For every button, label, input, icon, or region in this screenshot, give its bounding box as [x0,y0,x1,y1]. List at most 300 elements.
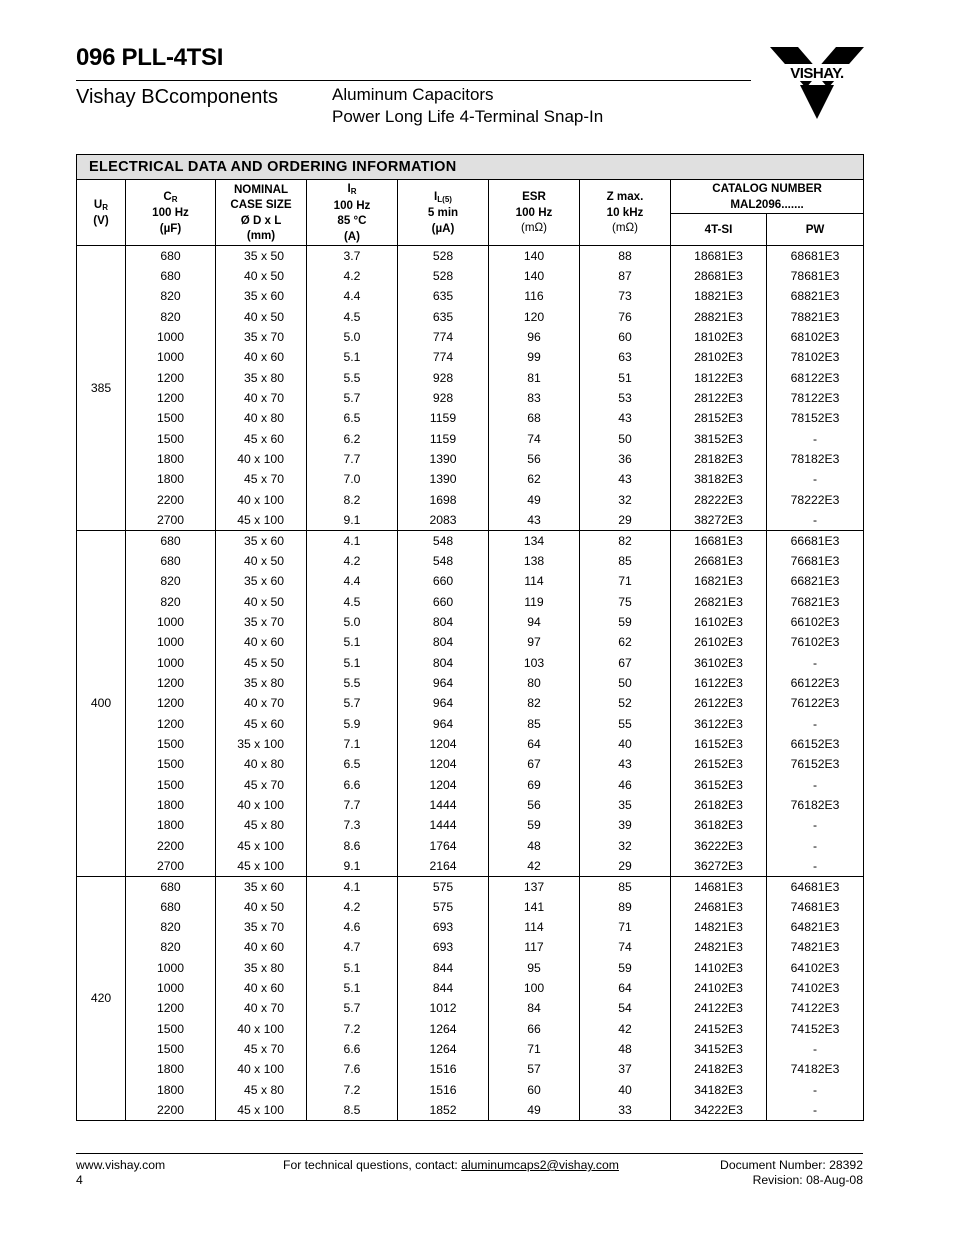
cell-il: 804 [398,652,489,672]
cell-cr: 820 [126,571,216,591]
cell-z: 32 [580,490,671,510]
cell-catalog-pw: 74182E3 [767,1059,864,1079]
cell-esr: 56 [489,795,580,815]
table-row [77,652,864,672]
cell-ir: 7.3 [307,815,398,835]
cell-z: 53 [580,388,671,408]
cell-ur: 420 [77,876,126,1120]
cell-catalog-4t-si: 38152E3 [671,429,767,449]
cell-esr: 141 [489,897,580,917]
table-row [77,856,864,876]
cell-il: 1390 [398,449,489,469]
cell-cr: 680 [126,551,216,571]
col-header-4t-si: 4T-SI [671,214,767,246]
cell-esr: 56 [489,449,580,469]
table-row [77,774,864,794]
table-row [77,266,864,286]
cell-ur: 400 [77,530,126,876]
cell-il: 1698 [398,490,489,510]
table-row [77,530,864,550]
col-header-il: IL(5) 5 min (µA) [398,180,489,246]
cell-cr: 1500 [126,408,216,428]
cell-catalog-4t-si: 16102E3 [671,612,767,632]
cell-esr: 100 [489,978,580,998]
cell-case-size: 45 x 60 [216,713,307,733]
subtitle-line-1: Aluminum Capacitors [332,85,494,104]
cell-case-size: 35 x 60 [216,286,307,306]
col-header-z: Z max. 10 kHz (mΩ) [580,180,671,246]
cell-ir: 5.1 [307,958,398,978]
table-row [77,917,864,937]
cell-catalog-pw: - [767,429,864,449]
cell-il: 1444 [398,815,489,835]
cell-il: 2083 [398,510,489,530]
cell-catalog-pw: 74102E3 [767,978,864,998]
cell-esr: 84 [489,998,580,1018]
cell-cr: 680 [126,266,216,286]
table-row [77,449,864,469]
cell-ir: 7.2 [307,1019,398,1039]
cell-case-size: 45 x 100 [216,856,307,876]
header-divider [76,80,751,81]
cell-case-size: 35 x 80 [216,958,307,978]
cell-ir: 4.7 [307,937,398,957]
cell-il: 774 [398,347,489,367]
table-row [77,998,864,1018]
cell-ir: 5.1 [307,652,398,672]
cell-il: 1204 [398,774,489,794]
cell-cr: 1200 [126,368,216,388]
cell-catalog-4t-si: 36222E3 [671,835,767,855]
cell-il: 1264 [398,1039,489,1059]
cell-il: 548 [398,530,489,550]
cell-case-size: 35 x 80 [216,368,307,388]
table-row [77,429,864,449]
cell-catalog-pw: 66122E3 [767,673,864,693]
cell-cr: 1800 [126,815,216,835]
cell-il: 1159 [398,429,489,449]
cell-case-size: 45 x 70 [216,469,307,489]
cell-il: 1204 [398,734,489,754]
cell-il: 1516 [398,1059,489,1079]
cell-catalog-4t-si: 28102E3 [671,347,767,367]
cell-cr: 1000 [126,347,216,367]
cell-il: 1012 [398,998,489,1018]
cell-z: 85 [580,876,671,896]
cell-il: 635 [398,286,489,306]
cell-z: 43 [580,754,671,774]
cell-catalog-pw: - [767,713,864,733]
cell-catalog-4t-si: 26821E3 [671,591,767,611]
footer-contact-email[interactable]: aluminumcaps2@vishay.com [461,1158,619,1172]
table-row [77,835,864,855]
cell-cr: 820 [126,286,216,306]
cell-ir: 8.6 [307,835,398,855]
cell-il: 844 [398,958,489,978]
cell-ir: 9.1 [307,856,398,876]
col-header-ir: IR 100 Hz 85 °C (A) [307,180,398,246]
table-row [77,408,864,428]
cell-case-size: 40 x 70 [216,388,307,408]
cell-catalog-4t-si: 26122E3 [671,693,767,713]
cell-z: 85 [580,551,671,571]
cell-case-size: 35 x 70 [216,327,307,347]
cell-catalog-pw: - [767,652,864,672]
cell-z: 40 [580,1080,671,1100]
table-row [77,551,864,571]
cell-catalog-pw: - [767,1080,864,1100]
cell-catalog-pw: 78152E3 [767,408,864,428]
cell-esr: 140 [489,246,580,266]
cell-z: 62 [580,632,671,652]
cell-catalog-4t-si: 36152E3 [671,774,767,794]
cell-esr: 97 [489,632,580,652]
cell-esr: 48 [489,835,580,855]
cell-catalog-4t-si: 24182E3 [671,1059,767,1079]
cell-esr: 69 [489,774,580,794]
cell-ir: 5.7 [307,998,398,1018]
cell-esr: 49 [489,490,580,510]
cell-il: 1390 [398,469,489,489]
cell-catalog-4t-si: 28821E3 [671,307,767,327]
cell-catalog-4t-si: 38182E3 [671,469,767,489]
footer-contact [283,1158,619,1173]
col-header-esr: ESR 100 Hz (mΩ) [489,180,580,246]
cell-ir: 6.5 [307,408,398,428]
cell-z: 35 [580,795,671,815]
cell-z: 48 [580,1039,671,1059]
cell-esr: 60 [489,1080,580,1100]
cell-esr: 80 [489,673,580,693]
cell-case-size: 40 x 80 [216,754,307,774]
table-row [77,368,864,388]
cell-case-size: 45 x 100 [216,835,307,855]
cell-esr: 117 [489,937,580,957]
cell-il: 635 [398,307,489,327]
cell-il: 928 [398,368,489,388]
cell-catalog-4t-si: 36182E3 [671,815,767,835]
cell-esr: 68 [489,408,580,428]
cell-z: 42 [580,1019,671,1039]
cell-esr: 66 [489,1019,580,1039]
table-row [77,591,864,611]
cell-ir: 4.4 [307,286,398,306]
cell-ir: 5.1 [307,632,398,652]
cell-esr: 137 [489,876,580,896]
cell-cr: 1800 [126,1059,216,1079]
cell-ir: 4.1 [307,876,398,896]
table-row [77,754,864,774]
subtitle-line-2: Power Long Life 4-Terminal Snap-In [332,107,604,126]
cell-ir: 6.6 [307,1039,398,1059]
cell-il: 1204 [398,754,489,774]
cell-il: 1764 [398,835,489,855]
cell-z: 37 [580,1059,671,1079]
cell-catalog-4t-si: 18122E3 [671,368,767,388]
cell-ir: 7.0 [307,469,398,489]
cell-catalog-4t-si: 34182E3 [671,1080,767,1100]
cell-case-size: 40 x 50 [216,307,307,327]
cell-ir: 4.2 [307,266,398,286]
table-body [77,246,864,1121]
cell-catalog-4t-si: 18102E3 [671,327,767,347]
cell-z: 39 [580,815,671,835]
cell-catalog-pw: 66821E3 [767,571,864,591]
table-row [77,510,864,530]
cell-cr: 680 [126,530,216,550]
cell-il: 964 [398,713,489,733]
footer-right [720,1158,863,1188]
cell-catalog-pw: 64681E3 [767,876,864,896]
table-row [77,713,864,733]
cell-il: 548 [398,551,489,571]
cell-catalog-4t-si: 24821E3 [671,937,767,957]
cell-z: 89 [580,897,671,917]
cell-catalog-pw: 78821E3 [767,307,864,327]
cell-cr: 2700 [126,856,216,876]
table-row [77,347,864,367]
cell-case-size: 35 x 80 [216,673,307,693]
cell-case-size: 45 x 80 [216,815,307,835]
cell-case-size: 35 x 60 [216,571,307,591]
cell-z: 88 [580,246,671,266]
table-row [77,897,864,917]
cell-ir: 4.4 [307,571,398,591]
cell-catalog-pw: 78182E3 [767,449,864,469]
cell-esr: 71 [489,1039,580,1059]
cell-z: 36 [580,449,671,469]
cell-ir: 8.5 [307,1100,398,1120]
cell-cr: 1000 [126,612,216,632]
cell-catalog-pw: - [767,469,864,489]
cell-ir: 5.1 [307,347,398,367]
table-row [77,612,864,632]
cell-ir: 4.1 [307,530,398,550]
table-row [77,1080,864,1100]
cell-case-size: 45 x 70 [216,1039,307,1059]
cell-esr: 62 [489,469,580,489]
cell-catalog-pw: 76102E3 [767,632,864,652]
cell-il: 774 [398,327,489,347]
cell-z: 75 [580,591,671,611]
cell-esr: 67 [489,754,580,774]
cell-z: 71 [580,571,671,591]
cell-ir: 4.2 [307,897,398,917]
cell-il: 660 [398,571,489,591]
cell-cr: 1500 [126,754,216,774]
table-row [77,286,864,306]
cell-ir: 6.5 [307,754,398,774]
cell-esr: 116 [489,286,580,306]
cell-il: 964 [398,673,489,693]
cell-cr: 1800 [126,795,216,815]
cell-esr: 120 [489,307,580,327]
cell-z: 71 [580,917,671,937]
table-row [77,734,864,754]
cell-il: 928 [398,388,489,408]
cell-esr: 134 [489,530,580,550]
cell-il: 1159 [398,408,489,428]
col-header-pw: PW [767,214,864,246]
cell-case-size: 40 x 100 [216,490,307,510]
cell-esr: 81 [489,368,580,388]
table-row [77,571,864,591]
cell-catalog-4t-si: 14102E3 [671,958,767,978]
cell-z: 59 [580,612,671,632]
col-header-ur: UR (V) [77,180,126,246]
cell-il: 1852 [398,1100,489,1120]
cell-z: 52 [580,693,671,713]
table-row [77,327,864,347]
cell-cr: 820 [126,591,216,611]
table-row [77,490,864,510]
cell-cr: 2700 [126,510,216,530]
table-row [77,469,864,489]
cell-z: 43 [580,469,671,489]
cell-z: 43 [580,408,671,428]
cell-cr: 1200 [126,998,216,1018]
cell-catalog-pw: 68681E3 [767,246,864,266]
cell-cr: 1000 [126,958,216,978]
cell-ir: 7.2 [307,1080,398,1100]
table-row [77,307,864,327]
table-row [77,1059,864,1079]
cell-case-size: 45 x 80 [216,1080,307,1100]
cell-ir: 5.7 [307,388,398,408]
cell-ir: 7.6 [307,1059,398,1079]
cell-ir: 3.7 [307,246,398,266]
cell-il: 660 [398,591,489,611]
company-name: Vishay BCcomponents [76,86,278,108]
cell-il: 844 [398,978,489,998]
cell-catalog-pw: 74821E3 [767,937,864,957]
vishay-logo [770,45,865,120]
cell-cr: 680 [126,246,216,266]
footer-divider [76,1153,863,1154]
table-row [77,815,864,835]
cell-catalog-pw: 68821E3 [767,286,864,306]
table-row [77,978,864,998]
cell-catalog-pw: - [767,1039,864,1059]
cell-esr: 83 [489,388,580,408]
cell-case-size: 40 x 60 [216,347,307,367]
cell-catalog-pw: 78222E3 [767,490,864,510]
footer-doc-number: Document Number: 28392 [720,1158,863,1172]
table-row [77,1019,864,1039]
cell-case-size: 40 x 80 [216,408,307,428]
cell-catalog-4t-si: 24122E3 [671,998,767,1018]
cell-catalog-pw: - [767,835,864,855]
cell-catalog-pw: 78681E3 [767,266,864,286]
cell-ir: 8.2 [307,490,398,510]
cell-ir: 7.1 [307,734,398,754]
cell-catalog-pw: 76182E3 [767,795,864,815]
footer-revision: Revision: 08-Aug-08 [752,1173,863,1187]
cell-catalog-4t-si: 24152E3 [671,1019,767,1039]
cell-case-size: 40 x 50 [216,551,307,571]
cell-catalog-4t-si: 34152E3 [671,1039,767,1059]
table-row [77,673,864,693]
cell-il: 528 [398,246,489,266]
table-row [77,246,864,266]
cell-catalog-4t-si: 16821E3 [671,571,767,591]
cell-cr: 1500 [126,1039,216,1059]
cell-z: 46 [580,774,671,794]
footer-website[interactable]: www.vishay.com [76,1158,166,1172]
cell-ir: 5.0 [307,612,398,632]
cell-cr: 1000 [126,978,216,998]
cell-esr: 114 [489,571,580,591]
cell-catalog-pw: 66102E3 [767,612,864,632]
cell-catalog-pw: 68102E3 [767,327,864,347]
cell-catalog-pw: 78102E3 [767,347,864,367]
cell-z: 76 [580,307,671,327]
cell-il: 804 [398,612,489,632]
table-row [77,388,864,408]
cell-il: 964 [398,693,489,713]
cell-ir: 6.2 [307,429,398,449]
cell-case-size: 45 x 100 [216,1100,307,1120]
cell-esr: 74 [489,429,580,449]
cell-il: 575 [398,897,489,917]
cell-case-size: 40 x 50 [216,591,307,611]
cell-case-size: 35 x 70 [216,612,307,632]
cell-esr: 96 [489,327,580,347]
cell-ir: 4.2 [307,551,398,571]
cell-case-size: 40 x 100 [216,1019,307,1039]
table-row [77,937,864,957]
table-row [77,795,864,815]
cell-catalog-4t-si: 26102E3 [671,632,767,652]
table-row [77,632,864,652]
cell-z: 67 [580,652,671,672]
cell-catalog-4t-si: 28122E3 [671,388,767,408]
cell-ir: 5.9 [307,713,398,733]
cell-z: 55 [580,713,671,733]
cell-case-size: 35 x 70 [216,917,307,937]
cell-cr: 1200 [126,693,216,713]
cell-case-size: 35 x 50 [216,246,307,266]
cell-ir: 5.7 [307,693,398,713]
cell-cr: 820 [126,917,216,937]
cell-case-size: 45 x 60 [216,429,307,449]
cell-ir: 5.0 [307,327,398,347]
cell-catalog-pw: - [767,815,864,835]
cell-catalog-4t-si: 16152E3 [671,734,767,754]
cell-case-size: 40 x 60 [216,632,307,652]
cell-catalog-pw: - [767,510,864,530]
cell-case-size: 35 x 100 [216,734,307,754]
cell-il: 1444 [398,795,489,815]
cell-cr: 1200 [126,673,216,693]
cell-il: 2164 [398,856,489,876]
cell-ur: 385 [77,246,126,531]
cell-cr: 1200 [126,388,216,408]
cell-catalog-pw: - [767,774,864,794]
cell-catalog-pw: 68122E3 [767,368,864,388]
cell-cr: 1500 [126,1019,216,1039]
cell-il: 528 [398,266,489,286]
cell-ir: 4.5 [307,307,398,327]
cell-esr: 95 [489,958,580,978]
svg-text:VISHAY.: VISHAY. [790,65,844,82]
cell-catalog-4t-si: 24681E3 [671,897,767,917]
cell-cr: 2200 [126,490,216,510]
section-title: ELECTRICAL DATA AND ORDERING INFORMATION [77,155,864,180]
cell-ir: 5.5 [307,368,398,388]
cell-catalog-pw: 66152E3 [767,734,864,754]
cell-catalog-4t-si: 28222E3 [671,490,767,510]
